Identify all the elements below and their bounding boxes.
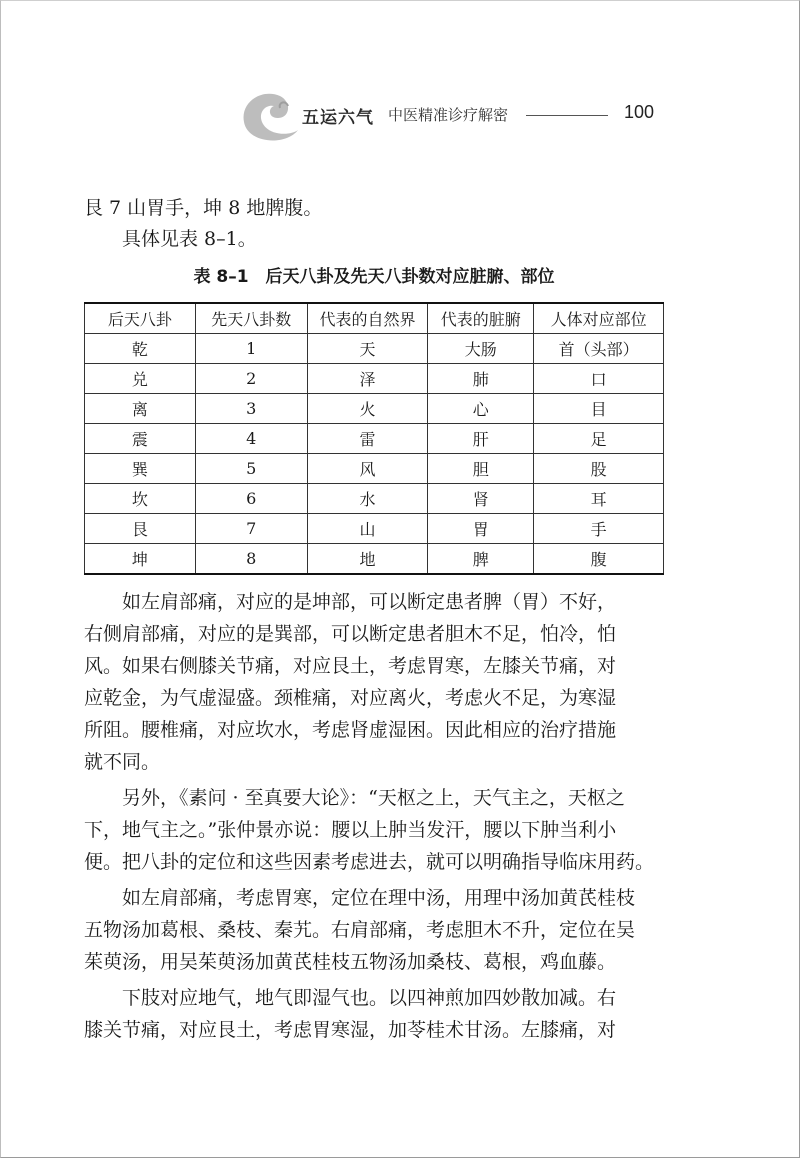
table-cell: 3 — [195, 394, 307, 424]
table-header-row — [85, 303, 664, 334]
paragraph-line: 五物汤加葛根、桑枝、秦艽。右肩部痛，考虑胆木不升，定位在吴 — [84, 919, 636, 941]
cloud-swirl-icon — [238, 86, 308, 146]
table-cell: 首（头部） — [534, 334, 664, 364]
column-header: 先天八卦数 — [195, 303, 307, 334]
paragraph-line: 风。如果右侧膝关节痛，对应艮土，考虑胃寒，左膝关节痛，对 — [84, 655, 617, 677]
table-cell: 泽 — [307, 364, 428, 394]
paragraph-line: 右侧肩部痛，对应的是巽部，可以断定患者胆木不足，怕冷，怕 — [84, 623, 617, 645]
paragraph-line: 就不同。 — [84, 751, 161, 773]
table-cell: 耳 — [534, 484, 664, 514]
header-rule — [526, 115, 608, 116]
header-brand: 五运六气 — [302, 108, 374, 128]
column-header: 代表的脏腑 — [428, 303, 534, 334]
table-cell: 大肠 — [428, 334, 534, 364]
table-cell: 山 — [307, 514, 428, 544]
table-cell: 胆 — [428, 454, 534, 484]
bagua-table — [84, 302, 664, 575]
table-cell: 巽 — [85, 454, 196, 484]
paragraph-line: 膝关节痛，对应艮土，考虑胃寒湿，加苓桂术甘汤。左膝痛，对 — [84, 1019, 617, 1041]
table-cell: 水 — [307, 484, 428, 514]
column-header: 人体对应部位 — [534, 303, 664, 334]
table-cell: 乾 — [85, 334, 196, 364]
table-row — [85, 394, 664, 424]
column-header: 后天八卦 — [85, 303, 196, 334]
table-cell: 震 — [85, 424, 196, 454]
table-cell: 4 — [195, 424, 307, 454]
table-cell: 天 — [307, 334, 428, 364]
table-cell: 股 — [534, 454, 664, 484]
paragraph-line: 茱萸汤，用吴茱萸汤加黄芪桂枝五物汤加桑枝、葛根，鸡血藤。 — [84, 951, 617, 973]
table-cell: 风 — [307, 454, 428, 484]
table-cell: 7 — [195, 514, 307, 544]
table-cell: 坤 — [85, 544, 196, 575]
table-cell: 足 — [534, 424, 664, 454]
page-number: 100 — [624, 102, 655, 122]
intro-line-2: 具体见表 8–1。 — [122, 228, 257, 250]
table-row — [85, 454, 664, 484]
table-cell: 肝 — [428, 424, 534, 454]
running-header — [238, 80, 668, 150]
table-row — [85, 484, 664, 514]
table-cell: 脾 — [428, 544, 534, 575]
paragraph-line: 如左肩部痛，对应的是坤部，可以断定患者脾（胃）不好， — [122, 591, 617, 613]
table-row — [85, 544, 664, 575]
paragraph-line: 如左肩部痛，考虑胃寒，定位在理中汤，用理中汤加黄芪桂枝 — [122, 887, 636, 909]
table-cell: 肾 — [428, 484, 534, 514]
table-cell: 肺 — [428, 364, 534, 394]
table-cell: 口 — [534, 364, 664, 394]
table-row — [85, 424, 664, 454]
table-cell: 地 — [307, 544, 428, 575]
table-row — [85, 334, 664, 364]
table-cell: 2 — [195, 364, 307, 394]
paragraph-line: 应乾金，为气虚湿盛。颈椎痛，对应离火，考虑火不足，为寒湿 — [84, 687, 617, 709]
table-cell: 目 — [534, 394, 664, 424]
table-cell: 雷 — [307, 424, 428, 454]
table-cell: 8 — [195, 544, 307, 575]
table-cell: 手 — [534, 514, 664, 544]
column-header: 代表的自然界 — [307, 303, 428, 334]
table-row — [85, 364, 664, 394]
table-cell: 火 — [307, 394, 428, 424]
paragraph-line: 下肢对应地气，地气即湿气也。以四神煎加四妙散加减。右 — [122, 987, 617, 1009]
table-caption: 表 8–1 后天八卦及先天八卦数对应脏腑、部位 — [193, 267, 555, 287]
paragraph-line: 便。把八卦的定位和这些因素考虑进去，就可以明确指导临床用药。 — [84, 851, 655, 873]
table-cell: 腹 — [534, 544, 664, 575]
table-cell: 5 — [195, 454, 307, 484]
table-cell: 心 — [428, 394, 534, 424]
paragraph-line: 另外，《素问 · 至真要大论》：“天枢之上，天气主之，天枢之 — [122, 787, 625, 809]
table-cell: 离 — [85, 394, 196, 424]
paragraph-line: 下，地气主之。”张仲景亦说：腰以上肿当发汗，腰以下肿当利小 — [84, 819, 617, 841]
table-cell: 坎 — [85, 484, 196, 514]
table-cell: 1 — [195, 334, 307, 364]
table-cell: 兑 — [85, 364, 196, 394]
table-cell: 胃 — [428, 514, 534, 544]
intro-line-1: 艮 7 山胃手，坤 8 地脾腹。 — [84, 197, 323, 219]
header-subtitle: 中医精准诊疗解密 — [388, 106, 509, 124]
table-cell: 艮 — [85, 514, 196, 544]
paragraph-line: 所阻。腰椎痛，对应坎水，考虑肾虚湿困。因此相应的治疗措施 — [84, 719, 617, 741]
table-row — [85, 514, 664, 544]
table-cell: 6 — [195, 484, 307, 514]
